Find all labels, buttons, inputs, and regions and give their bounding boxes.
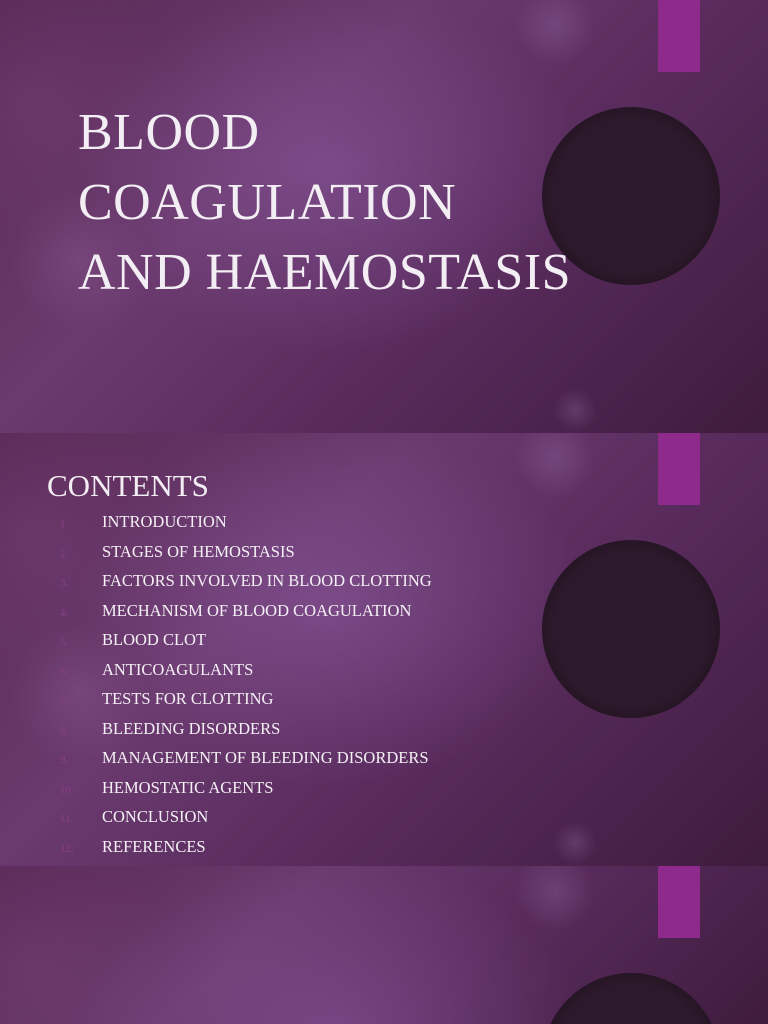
item-number: 8. bbox=[60, 724, 69, 737]
title-slide bbox=[0, 0, 768, 433]
contents-heading: CONTENTS bbox=[47, 468, 209, 503]
item-number: 1. bbox=[60, 518, 69, 530]
item-label: REFERENCES bbox=[102, 836, 206, 856]
item-number: 2. bbox=[60, 547, 69, 560]
item-number: 5. bbox=[60, 636, 69, 648]
accent-bar bbox=[658, 433, 700, 505]
title-line-3: AND HAEMOSTASIS bbox=[78, 244, 572, 301]
item-label: CONCLUSION bbox=[102, 807, 209, 826]
accent-bar bbox=[658, 0, 700, 72]
list-item bbox=[60, 566, 432, 596]
list-item bbox=[60, 625, 432, 655]
item-label: ANTICOAGULANTS bbox=[102, 659, 254, 679]
list-item bbox=[60, 802, 432, 832]
item-number: 6. bbox=[60, 665, 69, 678]
item-label: BLEEDING DISORDERS bbox=[102, 718, 281, 738]
list-item bbox=[60, 596, 432, 626]
item-label: INTRODUCTION bbox=[102, 512, 227, 531]
item-number: 3. bbox=[60, 577, 69, 589]
contents-slide bbox=[0, 433, 768, 866]
item-label: BLOOD CLOT bbox=[102, 630, 207, 649]
accent-bar bbox=[658, 866, 700, 938]
item-number: 7. bbox=[60, 695, 69, 707]
decorative-circle bbox=[542, 973, 720, 1024]
item-number: 9. bbox=[60, 754, 69, 766]
item-label: HEMOSTATIC AGENTS bbox=[102, 777, 274, 797]
list-item bbox=[60, 743, 432, 773]
slide-title bbox=[78, 98, 571, 308]
item-number: 11. bbox=[60, 813, 74, 825]
item-number: 4. bbox=[60, 606, 69, 619]
item-label: TESTS FOR CLOTTING bbox=[102, 689, 274, 708]
title-line-1: BLOOD bbox=[78, 104, 260, 161]
list-item bbox=[60, 655, 432, 685]
next-slide-partial bbox=[0, 866, 768, 1024]
list-item bbox=[60, 832, 432, 862]
list-item bbox=[60, 773, 432, 803]
item-label: MANAGEMENT OF BLEEDING DISORDERS bbox=[102, 748, 429, 767]
contents-list bbox=[60, 507, 432, 861]
item-label: STAGES OF HEMOSTASIS bbox=[102, 541, 295, 561]
decorative-circle bbox=[542, 540, 720, 718]
item-label: FACTORS INVOLVED IN BLOOD CLOTTING bbox=[102, 571, 432, 590]
item-label: MECHANISM OF BLOOD COAGULATION bbox=[102, 600, 412, 620]
item-number: 10. bbox=[60, 783, 74, 796]
list-item bbox=[60, 507, 432, 537]
item-number: 12. bbox=[60, 842, 74, 855]
list-item bbox=[60, 714, 432, 744]
title-line-2: COAGULATION bbox=[78, 174, 457, 231]
list-item bbox=[60, 537, 432, 567]
list-item bbox=[60, 684, 432, 714]
